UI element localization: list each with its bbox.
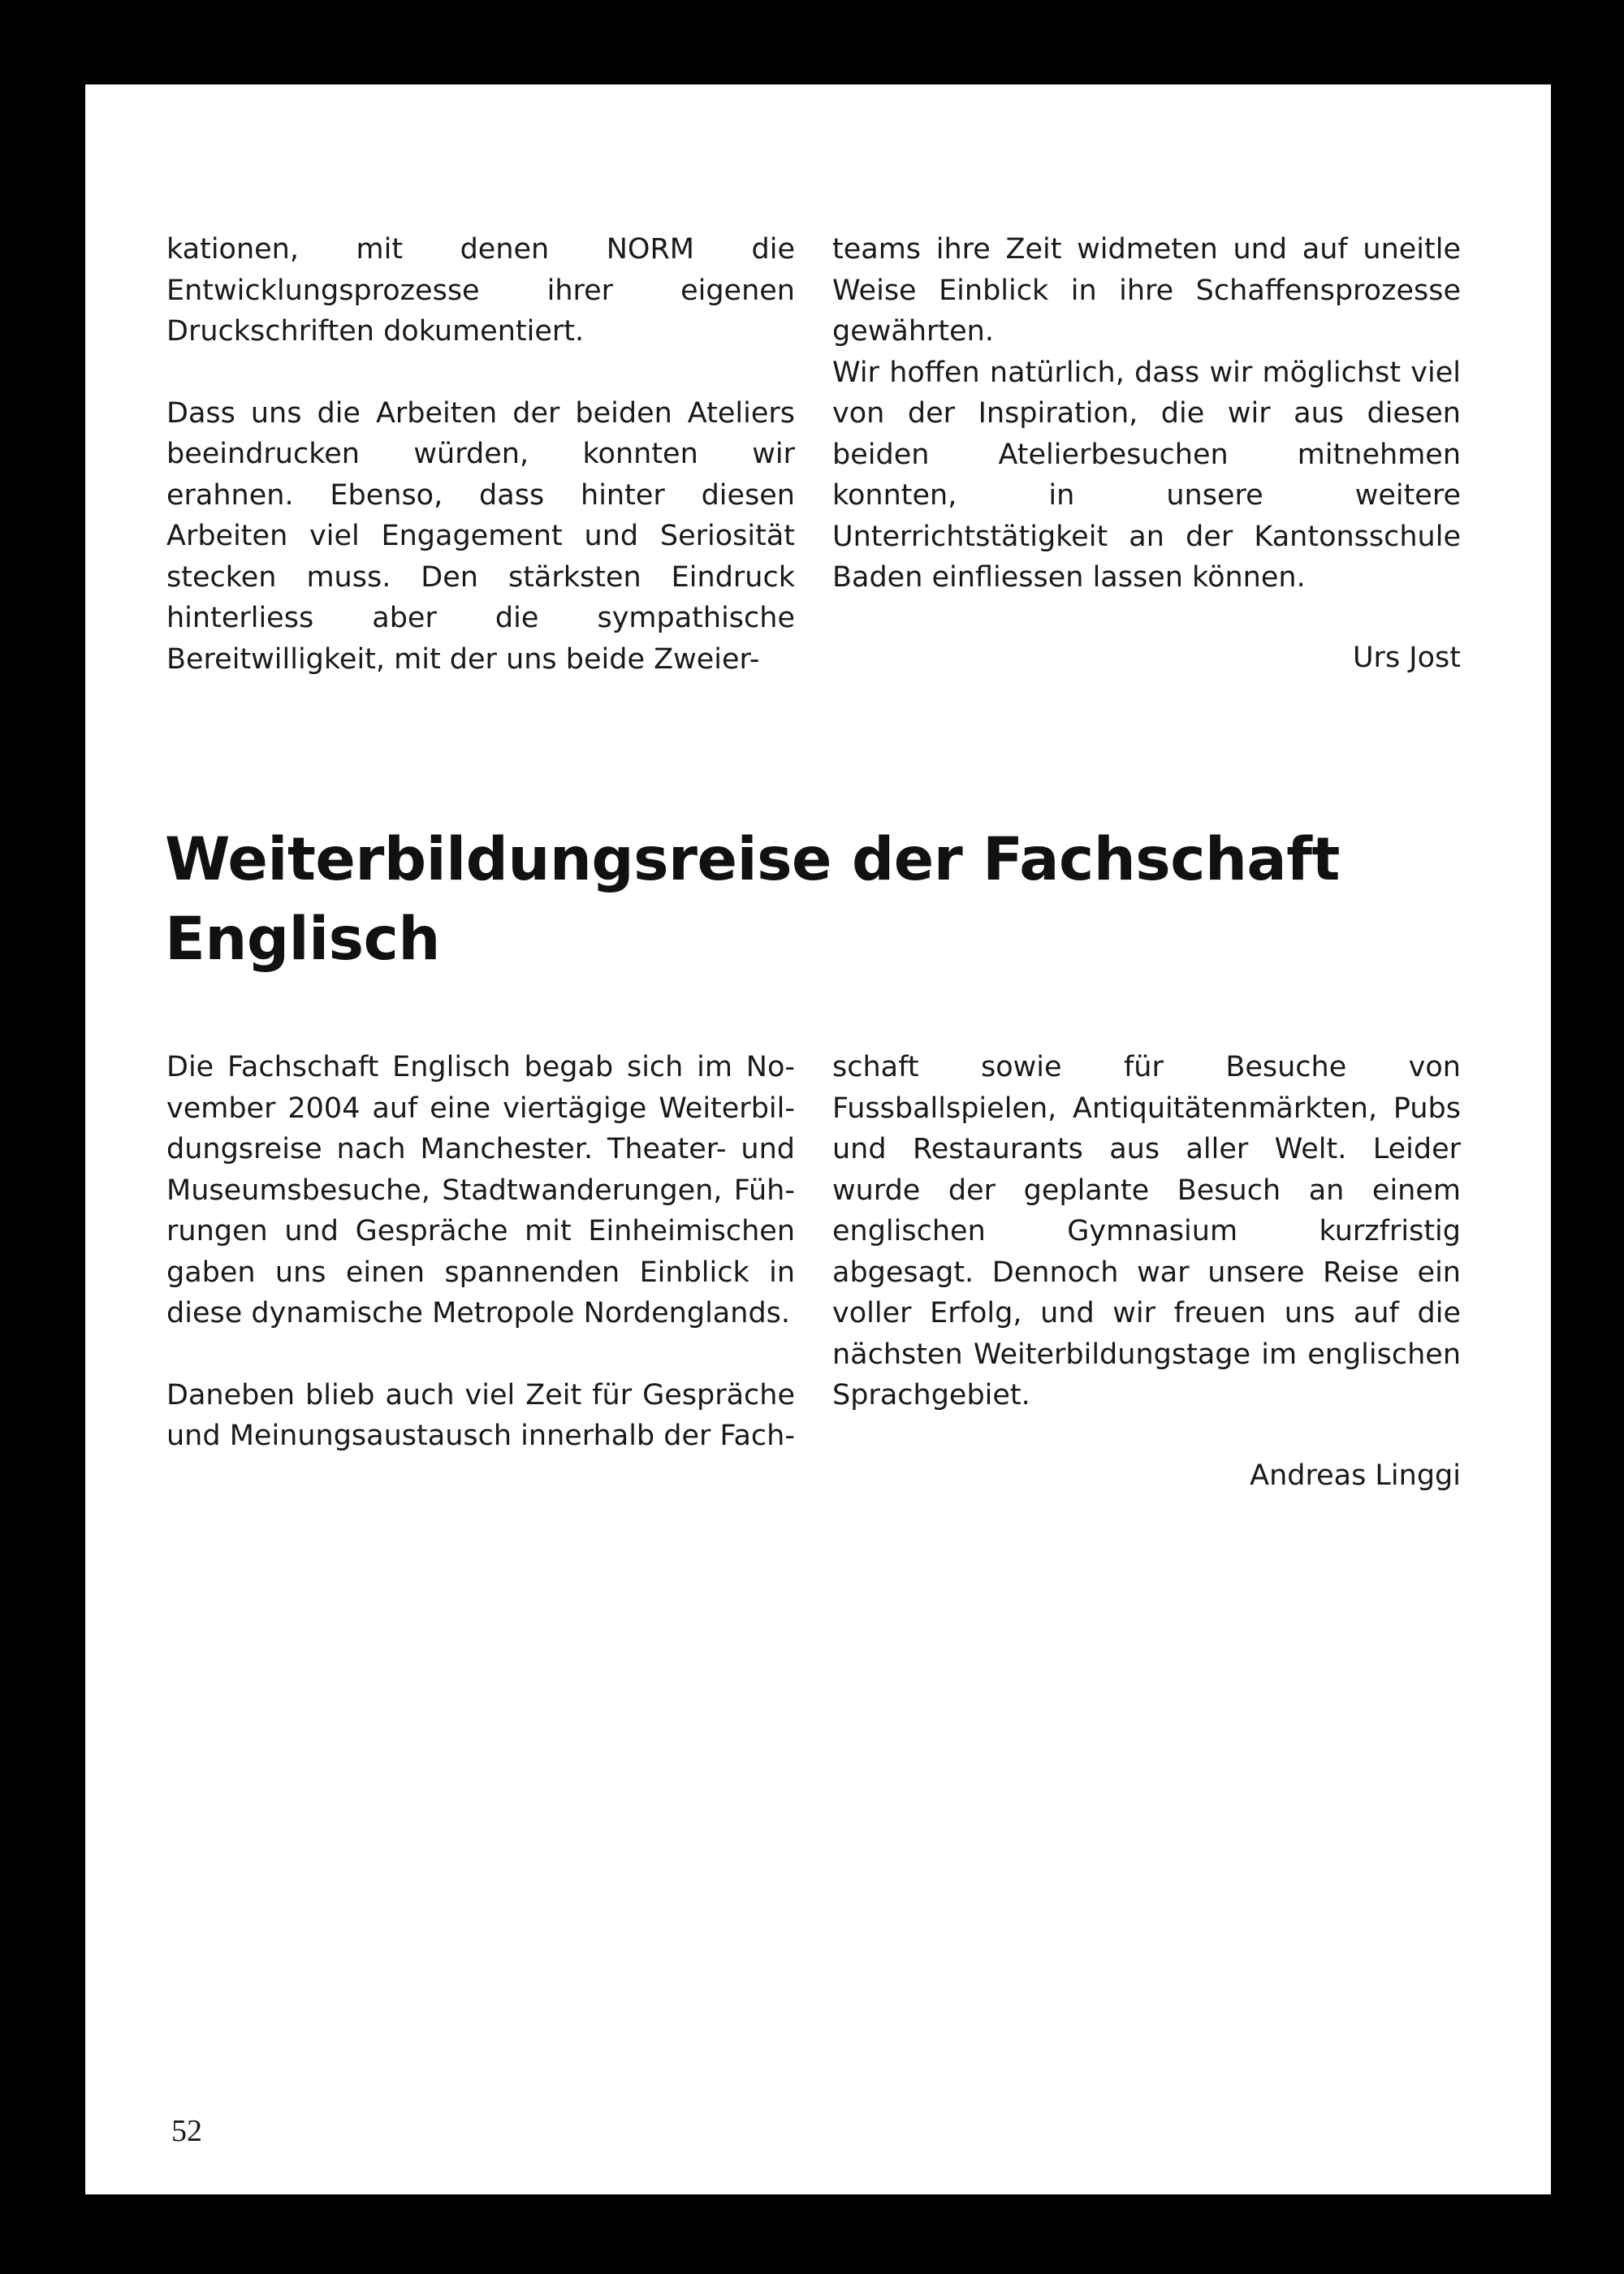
author-signature: Urs Jost xyxy=(1352,641,1461,674)
section2-left-column xyxy=(166,1047,795,1457)
author-signature: Andreas Linggi xyxy=(1250,1459,1461,1492)
paragraph: Die Fachschaft Englisch begab sich im November 2004 auf eine viertägige Weiterbildungsreise nach Manchester. Theater- und Museumsbesuche, Stadtwanderungen, Führungen und Gespräche mit Einheimischen gaben uns einen spannenden Einblick in diese dynamische Metropole Nordenglands. xyxy=(166,1051,795,1329)
paragraph: Dass uns die Arbeiten der beiden Ateliers beeindrucken würden, konnten wir erahnen. Ebenso, dass hinter diesen Arbeiten viel Engagement und Seriosität stecken muss. Den stärksten Eindruck hinterliess aber die sympathische Bereitwilligkeit, mit der uns beide Zweier- xyxy=(166,396,795,676)
section1-left-column xyxy=(166,229,795,680)
page-number: 52 xyxy=(171,2114,202,2148)
section-heading: Weiterbildungsreise der Fachschaft Englisch xyxy=(165,825,1340,974)
paragraph: Wir hoffen natürlich, dass wir möglichst viel von der Inspiration, die wir aus diesen beiden Atelierbesuchen mitnehmen konnten, in unsere weitere Unterrichtstätigkeit an der Kantonsschule Baden einfliessen lassen können. xyxy=(832,356,1461,594)
section2-right-column xyxy=(832,1047,1461,1496)
paragraph: teams ihre Zeit widmeten und auf uneitle Weise Einblick in ihre Schaffensprozesse gewährten. xyxy=(832,233,1461,348)
paragraph: Daneben blieb auch viel Zeit für Gespräche und Meinungsaustausch innerhalb der Fach- xyxy=(166,1378,795,1452)
paragraph: kationen, mit denen NORM die Entwicklungsprozesse ihrer eigenen Druckschriften dokumentiert. xyxy=(166,233,795,348)
document-page xyxy=(85,84,1551,2194)
section1-right-column xyxy=(832,229,1461,678)
paragraph: schaft sowie für Besuche von Fussballspielen, Antiquitätenmärkten, Pubs und Restaurants aus aller Welt. Leider wurde der geplante Besuch an einem englischen Gymnasium kurzfristig abgesagt. Dennoch war unsere Reise ein voller Erfolg, und wir freuen uns auf die nächsten Weiterbildungstage im englischen Sprachgebiet. xyxy=(832,1051,1461,1412)
